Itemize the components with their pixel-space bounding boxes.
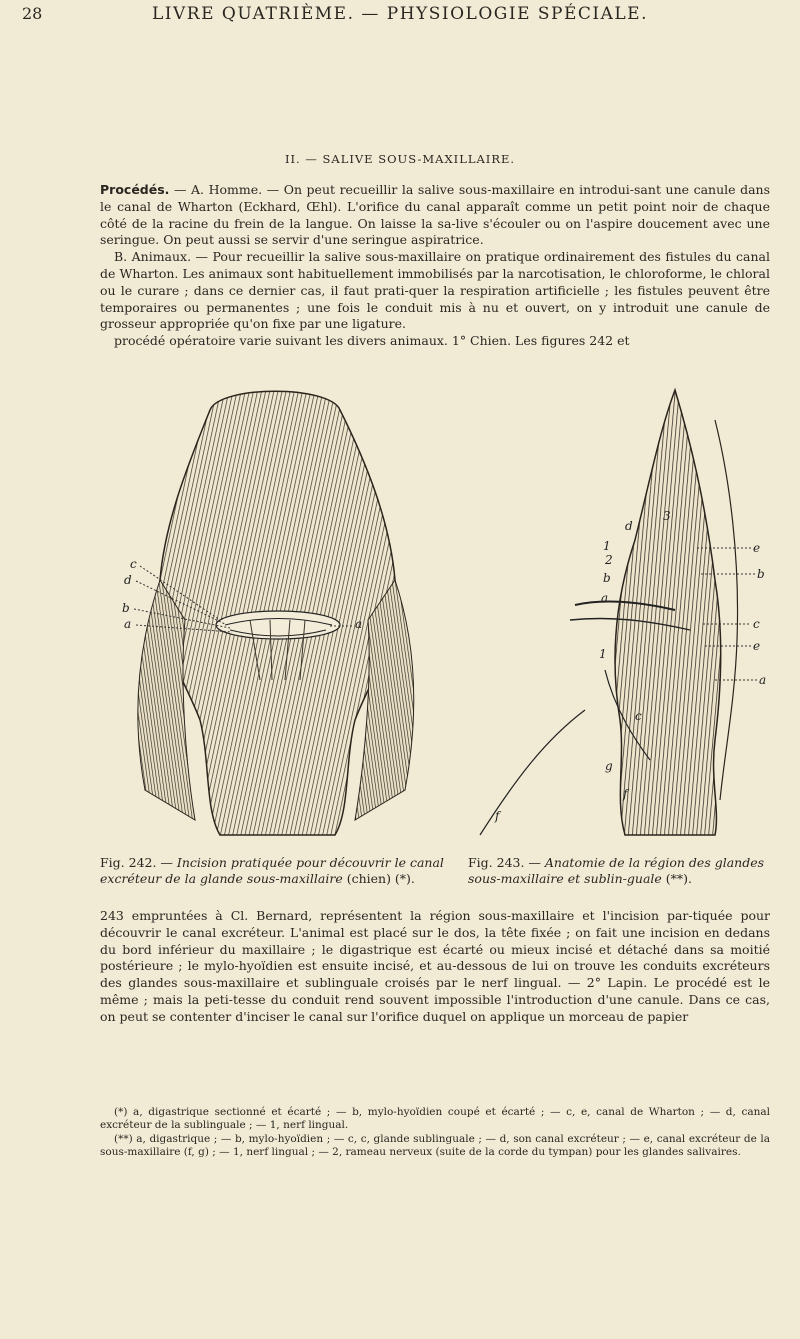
figure-243-label-a-right: a [759,673,767,687]
figure-243-label-e: e [753,541,761,555]
caption-fig-243-text: Anatomie de la région des glandes sous-maxillaire et sublin-guale [468,855,765,886]
paragraph-procedes [100,182,770,249]
figure-243-label-e-right: e [753,639,761,653]
figure-243-label-2: 2 [605,553,613,567]
figure-243-label-g: g [605,759,613,773]
running-head: LIVRE QUATRIÈME. — PHYSIOLOGIE SPÉCIALE. [152,4,648,24]
figure-242-label-b: b [122,601,130,615]
paragraph-procedure: 243 empruntées à Cl. Bernard, représentent la région sous-maxillaire et l'incision par-tiquée pour découvrir le canal excréteur. L'animal est placé sur le dos, la tête fixée ; on fait une incision en dedans du bord inférieur du maxillaire ; le digastrique est écarté ou mieux incisé et détaché dans sa moitié postérieure ; le mylo-hyoïdien est ensuite incisé, et au-dessous de lui on trouve les conduits excréteurs des glandes sous-maxillaire et sublinguale croisés par le nerf lingual. — 2° Lapin. Le procédé est le même ; mais la peti-tesse du conduit rend souvent impossible l'introduction d'une canule. Dans ce cas, on peut se contenter d'inciser le canal sur l'orifice duquel on applique un morceau de papier [100,908,770,1024]
figure-242-label-c: c [130,557,137,571]
figure-243 [475,380,775,840]
figure-243-label-b-right: b [757,567,765,581]
figure-243-label-1-lower: 1 [599,647,607,661]
figure-243-label-a: a [601,591,609,605]
paragraph-chien: procédé opératoire varie suivant les divers animaux. 1° Chien. Les figures 242 et [114,333,630,349]
caption-fig-242-suffix: (chien) (*). [346,871,415,886]
intro-text [100,182,770,350]
caption-fig-242-number: Fig. 242. [100,855,157,870]
figure-242-label-a-right: a [355,617,363,631]
caption-fig-242-text: Incision pratiquée pour découvrir le canal excréteur de la glande sous-maxillaire [100,855,444,886]
section-title: II. — SALIVE SOUS-MAXILLAIRE. [284,152,516,166]
figure-243-label-c: c [635,709,642,723]
caption-fig-243: Fig. 243. — Anatomie de la région des glandes sous-maxillaire et sublin-guale (**). [468,855,765,886]
procedes-heading: Procédés. [100,182,170,197]
footnote-fig-243: (**) a, digastrique ; — b, mylo-hyoïdien ; — c, c, glande sublinguale ; — d, son canal excréteur ; — e, canal excréteur de la sous-maxillaire (f, g) ; — 1, nerf lingual ; — 2, rameau nerveux (suite de la corde du tympan) pour les glandes salivaires. [100,1133,770,1158]
figure-243-label-f-lower: f [495,809,500,823]
figure-243-label-3: 3 [663,509,671,523]
figure-243-label-c-right: c [753,617,760,631]
body-text-continued [100,908,770,1026]
figure-243-illustration [475,380,775,840]
caption-fig-243-suffix: (**). [665,871,693,886]
footnotes [100,1106,770,1160]
figure-242-label-a: a [124,617,132,631]
procedes-text: — A. Homme. — On peut recueillir la salive sous-maxillaire en introdui-sant une canule dans le canal de Wharton (Eckhard, Œhl). L'orifice du canal apparaît comme un petit point noir de chaque côté de la racine du frein de la langue. On laisse la sa-live s'écouler ou on l'aspire doucement avec une seringue. On peut aussi se servir d'une seringue aspiratrice. [100,182,770,248]
figure-243-label-f: f [623,787,628,801]
caption-fig-242: Fig. 242. — Incision pratiquée pour découvrir le canal excréteur de la glande sous-maxillaire (chien) (*). [100,855,444,886]
figures [100,380,780,840]
footnote-fig-242: (*) a, digastrique sectionné et écarté ; — b, mylo-hyoïdien coupé et écarté ; — c, e, canal de Wharton ; — d, canal excréteur de la sublinguale ; — 1, nerf lingual. [100,1106,770,1131]
figure-243-label-d: d [625,519,633,533]
figure-242-illustration [100,380,450,840]
paragraph-animaux: B. Animaux. — Pour recueillir la salive sous-maxillaire on pratique ordinairement des fistules du canal de Wharton. Les animaux sont habituellement immobilisés par la narcotisation, le chloroforme, le chloral ou le curare ; dans ce dernier cas, il faut prati-quer la respiration artificielle ; les fistules peuvent être temporaires ou permanentes ; une fois le conduit mis à nu et ouvert, on y introduit une canule de grosseur appropriée qu'on fixe par une ligature. [100,249,770,332]
page-number: 28 [22,4,43,23]
figure-243-label-1: 1 [603,539,611,553]
figure-242 [100,380,450,840]
figure-242-label-d: d [124,573,132,587]
figure-243-label-b: b [603,571,611,585]
caption-fig-243-number: Fig. 243. [468,855,525,870]
